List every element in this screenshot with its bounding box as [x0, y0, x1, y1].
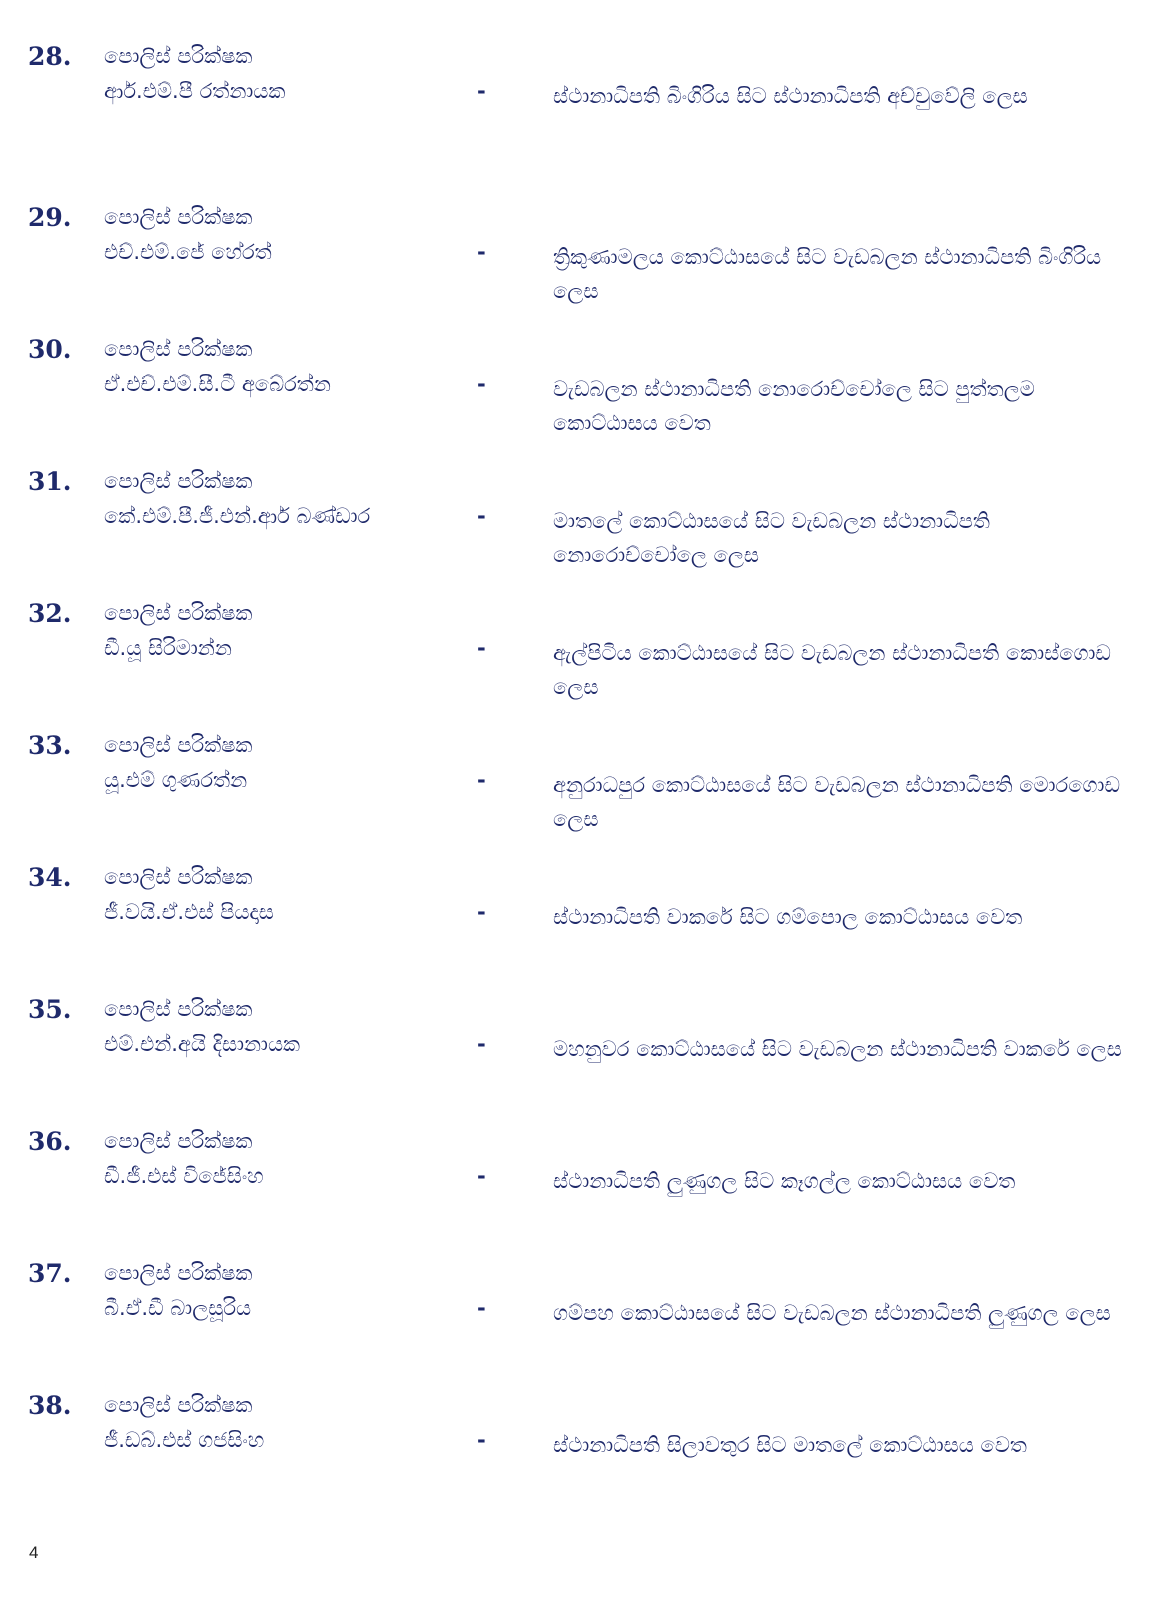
officer-name: එම්.එන්.අයි දිසානායක [104, 1032, 301, 1056]
transfer-detail: මහනුවර කොට්ඨාසයේ සිට වැඩබලන ස්ථානාධිපති වාකරේ ලෙස [553, 1037, 1122, 1061]
transfer-entry [0, 1259, 1175, 1379]
separator-dash: - [477, 372, 486, 396]
officer-name: ඒ.එච්.එම්.සී.ටී අබේරත්න [104, 372, 331, 396]
officer-rank: පොලිස් පරික්ෂක [104, 733, 253, 757]
officer-rank: පොලිස් පරික්ෂක [104, 469, 253, 493]
officer-rank: පොලිස් පරික්ෂක [104, 997, 253, 1021]
separator-dash: - [477, 504, 486, 528]
officer-name: කේ.එම්.පී.ජී.එන්.ආර් බණ්ඩාර [104, 504, 371, 528]
separator-dash: - [477, 79, 486, 103]
transfer-entry [0, 731, 1175, 851]
page-number: 4 [29, 1543, 39, 1562]
entry-number: 32. [28, 599, 72, 628]
entry-number: 34. [28, 863, 72, 892]
officer-rank: පොලිස් පරික්ෂක [104, 601, 253, 625]
transfer-entry [0, 995, 1175, 1115]
officer-name: ආර්.එම්.පී රත්නායක [104, 79, 286, 103]
transfer-entry [0, 42, 1175, 162]
officer-name: ජී.වයි.ඒ.එස් පියදාස [104, 900, 274, 924]
entry-number: 31. [28, 467, 72, 496]
transfer-entry [0, 467, 1175, 587]
entry-number: 36. [28, 1127, 72, 1156]
transfer-entry [0, 863, 1175, 983]
entry-number: 38. [28, 1391, 72, 1420]
transfer-entry [0, 1391, 1175, 1511]
officer-name: යූ.එම් ගුණරත්න [104, 768, 248, 792]
entry-number: 29. [28, 203, 72, 232]
separator-dash: - [477, 1428, 486, 1452]
transfer-detail: ස්ථානාධිපති ලුණුගල සිට කෑගල්ල කොට්ඨාසය වෙත [553, 1169, 1016, 1193]
transfer-detail: ඇල්පිටිය කොට්ඨාසයේ සිට වැඩබලන ස්ථානාධිපති කොස්ගොඩ ලෙස [553, 641, 1111, 699]
separator-dash: - [477, 636, 486, 660]
separator-dash: - [477, 1296, 486, 1320]
transfer-entry [0, 335, 1175, 455]
separator-dash: - [477, 768, 486, 792]
transfer-entry [0, 599, 1175, 719]
officer-rank: පොලිස් පරික්ෂක [104, 337, 253, 361]
entry-number: 35. [28, 995, 72, 1024]
officer-rank: පොලිස් පරික්ෂක [104, 1261, 253, 1285]
officer-name: බී.ඒ.ඩී බාලසූරිය [104, 1296, 252, 1320]
entry-number: 37. [28, 1259, 72, 1288]
transfer-detail: මාතලේ කොට්ඨාසයේ සිට වැඩබලන ස්ථානාධිපති නොරොච්චෝලෙ ලෙස [553, 509, 990, 567]
officer-name: එච්.එම්.ජේ හේරත් [104, 240, 272, 264]
officer-rank: පොලිස් පරික්ෂක [104, 1129, 253, 1153]
transfer-detail: ස්ථානාධිපති සිලාවතුර සිට මාතලේ කොට්ඨාසය වෙත [553, 1433, 1027, 1457]
officer-rank: පොලිස් පරික්ෂක [104, 44, 253, 68]
officer-rank: පොලිස් පරික්ෂක [104, 865, 253, 889]
transfer-entry [0, 203, 1175, 323]
entry-number: 30. [28, 335, 72, 364]
officer-name: ඩී.යූ සිරිමාන්න [104, 636, 232, 660]
entry-number: 28. [28, 42, 72, 71]
officer-name: ඩී.ජී.එස් විජේසිංහ [104, 1164, 264, 1188]
separator-dash: - [477, 900, 486, 924]
transfer-detail: ස්ථානාධිපති බිංගිරිය සිට ස්ථානාධිපති අච්චුවේලි ලෙස [553, 84, 1028, 108]
separator-dash: - [477, 1164, 486, 1188]
transfer-detail: අනුරාධපුර කොට්ඨාසයේ සිට වැඩබලන ස්ථානාධිපති මොරගොඩ ලෙස [553, 773, 1121, 831]
officer-rank: පොලිස් පරික්ෂක [104, 1393, 253, 1417]
separator-dash: - [477, 240, 486, 264]
officer-rank: පොලිස් පරික්ෂක [104, 205, 253, 229]
separator-dash: - [477, 1032, 486, 1056]
transfer-detail: ස්ථානාධිපති වාකරේ සිට ගම්පොල කොට්ඨාසය වෙත [553, 905, 1023, 929]
transfer-detail: ගම්පහ කොට්ඨාසයේ සිට වැඩබලන ස්ථානාධිපති ලුණුගල ලෙස [553, 1301, 1111, 1325]
officer-name: ජී.ඩබ්.එස් ගජසිංහ [104, 1428, 265, 1452]
transfer-detail: ත්‍රිකුණාමලය කොට්ඨාසයේ සිට වැඩබලන ස්ථානාධිපති බිංගිරිය ලෙස [553, 245, 1102, 303]
transfer-detail: වැඩබලන ස්ථානාධිපති නොරොච්චෝලෙ සිට පුත්තලම කොට්ඨාසය වෙත [553, 377, 1035, 435]
entry-number: 33. [28, 731, 72, 760]
transfer-entry [0, 1127, 1175, 1247]
